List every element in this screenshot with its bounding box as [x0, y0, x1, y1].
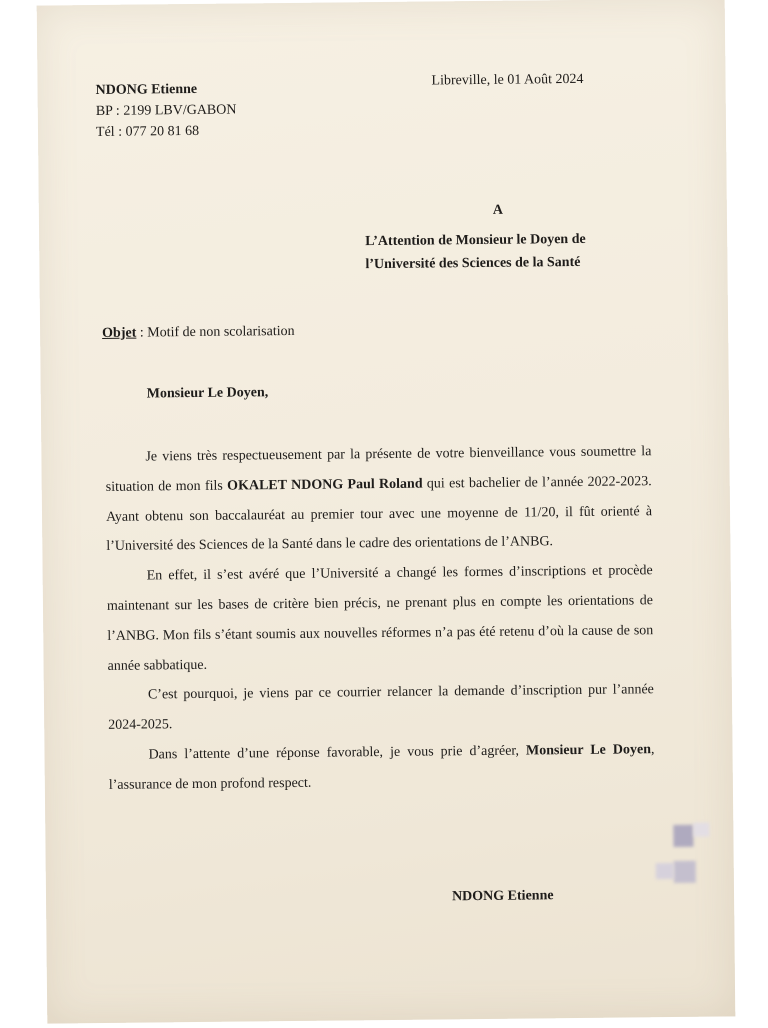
blur-block	[656, 863, 674, 879]
paragraph-3: C’est pourquoi, je viens par ce courrier relancer la demande d’inscription pur l’année 2024-2025.	[108, 682, 654, 734]
paragraph-4-bold: Monsieur Le Doyen	[525, 742, 652, 759]
blur-block	[673, 825, 693, 847]
blur-block	[693, 823, 709, 837]
paragraph-2: En effet, il s’est avéré que l’Université a changé les formes d’inscriptions et procède maintenant sur les bases de critère bien précis, ne prenant plus en compte les orientations de l’ANBG. Mon fils s’étant soumis aux nouvelles réformes n’a pas été retenu d’où la cause de son année sabbatique.	[106, 563, 654, 674]
paragraph-4-text-a: Dans l’attente d’une réponse favorable, je vous prie d’agréer,	[148, 743, 527, 763]
paragraph-1	[105, 437, 652, 562]
subject-text: Motif de non scolarisation	[147, 323, 295, 341]
recipient-prefix: A	[492, 202, 504, 218]
subject-label: Objet	[102, 325, 137, 341]
blur-block	[674, 861, 696, 883]
subject-line	[102, 324, 295, 342]
subject-separator: :	[136, 325, 148, 341]
paragraph-1-text-a: Je viens très respectueusement par la présente de votre bienveillance vous soumettre la situation de mon fils	[105, 444, 652, 495]
paragraph-1-text-b: qui est bachelier de l’année 2022-2023. Ayant obtenu son baccalauréat au premier tour avec une moyenne de 11/20, il fût orienté à l’Université des Sciences de la Santé dans le cadre des orientations de l’ANBG.	[105, 473, 653, 555]
paragraph-4-text-b: , l’assurance de mon profond respect.	[108, 742, 655, 793]
place-date: Libreville, le 01 Août 2024	[431, 71, 584, 89]
letter-body	[105, 437, 655, 800]
redacted-signature-blur	[665, 822, 726, 887]
signature-name: NDONG Etienne	[451, 888, 554, 905]
son-name: OKALET NDONG Paul Roland	[227, 476, 423, 494]
paragraph-4	[108, 735, 655, 800]
recipient-line-2: l’Université des Sciences de la Santé	[365, 254, 581, 273]
salutation: Monsieur Le Doyen,	[146, 385, 269, 402]
recipient-line-1: L’Attention de Monsieur le Doyen de	[365, 231, 586, 250]
sender-address: BP : 2199 LBV/GABON	[95, 102, 237, 119]
sender-name: NDONG Etienne	[95, 81, 198, 98]
sender-phone: Tél : 077 20 81 68	[95, 123, 200, 140]
